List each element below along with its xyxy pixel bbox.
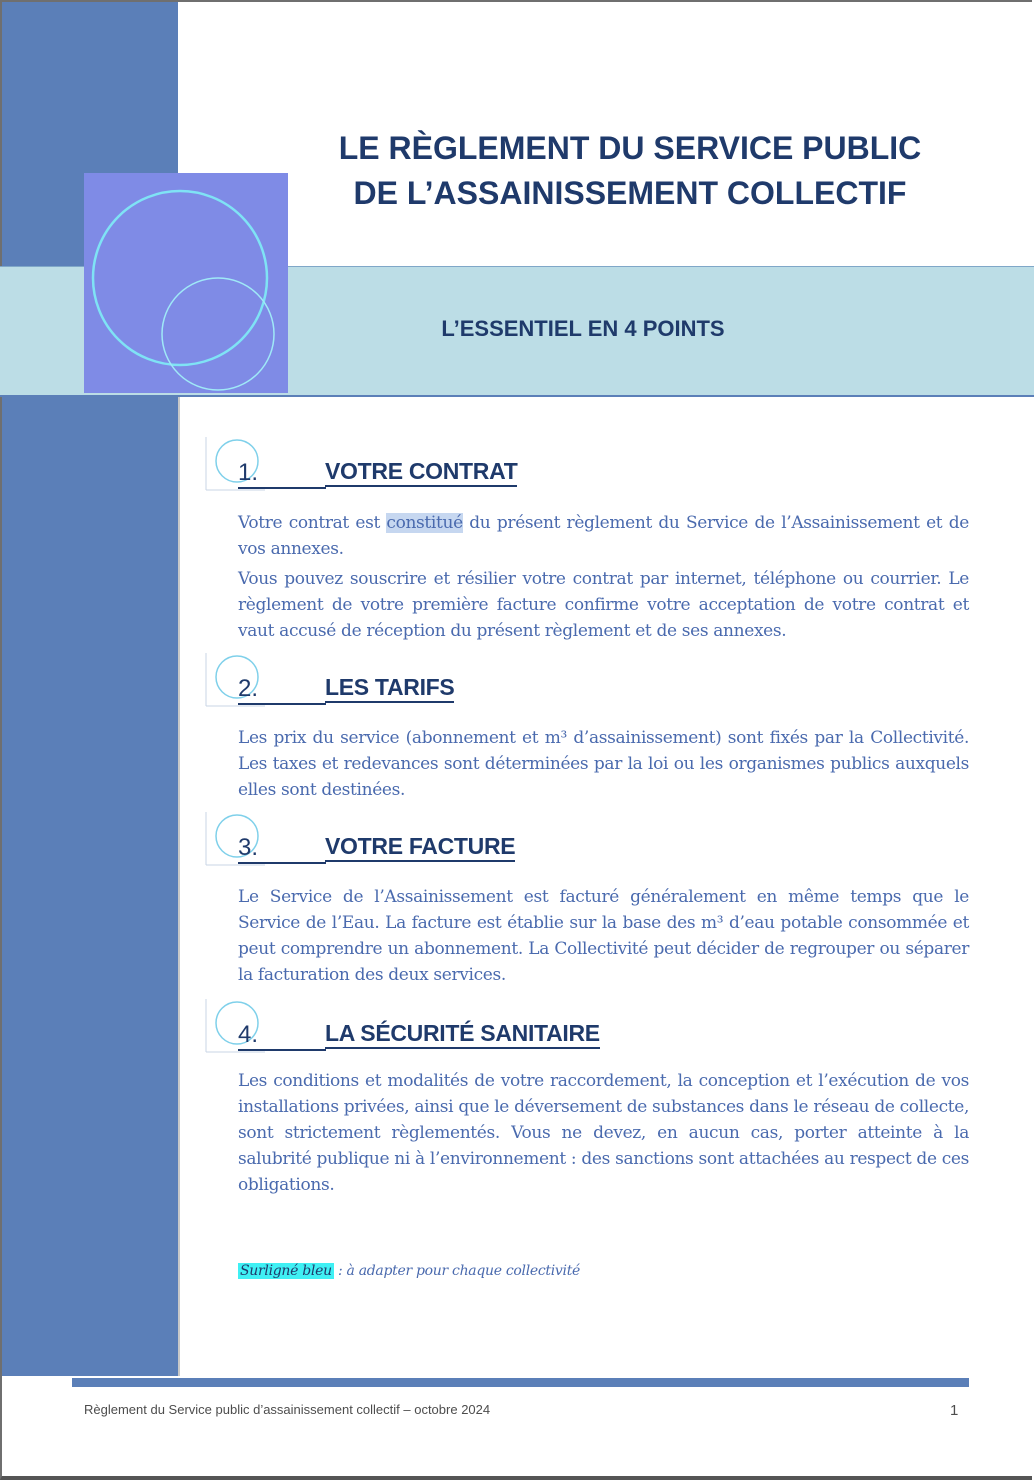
section-4-title: LA SÉCURITÉ SANITAIRE — [325, 1019, 600, 1049]
title-line-2: DE L’ASSAINISSEMENT COLLECTIF — [353, 175, 907, 211]
text-run: Votre contrat est — [238, 513, 387, 533]
section-1-heading — [205, 437, 965, 489]
footer-rule — [72, 1378, 969, 1387]
subtitle: L’ESSENTIEL EN 4 POINTS — [441, 316, 725, 341]
left-band-shadow — [178, 395, 180, 1376]
section-2-paragraph-1: Les prix du service (abonnement et m³ d’assainissement) sont fixés par la Collectivité. Les taxes et redevances sont déterminées par la loi ou les organismes publics auxquels elles sont destinées. — [238, 728, 969, 800]
section-3-heading — [205, 812, 965, 864]
note-highlight: Surligné bleu — [240, 1263, 332, 1279]
selected-word: constitué — [386, 513, 463, 533]
circles-logo-icon — [84, 173, 288, 393]
highlight-legend-note — [238, 1263, 580, 1279]
page-number: 1 — [950, 1402, 959, 1419]
section-2-number: 2. — [238, 675, 326, 705]
section-2-heading — [205, 653, 965, 705]
note-text: : à adapter pour chaque collectivité — [333, 1263, 581, 1279]
circles-logo — [84, 173, 288, 393]
section-4-number: 4. — [238, 1021, 326, 1051]
section-3-paragraph-1: Le Service de l’Assainissement est facturé généralement en même temps que le Service de l’Eau. La facture est établie sur la base des m³ d’eau potable consommée et peut comprendre un abonnement. La Collectivité peut décider de regrouper ou séparer la facturation des deux services. — [238, 887, 969, 985]
section-1-title: VOTRE CONTRAT — [325, 457, 517, 487]
section-3-title: VOTRE FACTURE — [325, 832, 515, 862]
section-3-number: 3. — [238, 834, 326, 864]
text-run: du présent règlement du Service de l’Assainissement et de vos annexes. — [238, 513, 969, 559]
section-4-heading — [205, 999, 965, 1051]
section-2-title: LES TARIFS — [325, 673, 454, 703]
footer-text: Règlement du Service public d’assainissement collectif – octobre 2024 — [84, 1402, 491, 1417]
section-4-paragraph-1: Les conditions et modalités de votre raccordement, la conception et l’exécution de vos installations privées, ainsi que le déversement de substances dans le réseau de collecte, sont strictement règlementés. Vous ne devez, en aucun cas, porter atteinte à la salubrité publique ni à l’environnement : des sanctions sont attachées au respect de ces obligations. — [238, 1071, 969, 1195]
title-line-1: LE RÈGLEMENT DU SERVICE PUBLIC — [338, 130, 922, 166]
section-1-number: 1. — [238, 459, 326, 489]
document-title — [300, 126, 960, 216]
section-1-paragraph-2: Vous pouvez souscrire et résilier votre contrat par internet, téléphone ou courrier. Le règlement de votre première facture confirme votre acceptation de votre contrat et vaut accusé de réception du présent règlement et de ses annexes. — [238, 569, 969, 641]
section-1-paragraph-1 — [238, 510, 969, 562]
